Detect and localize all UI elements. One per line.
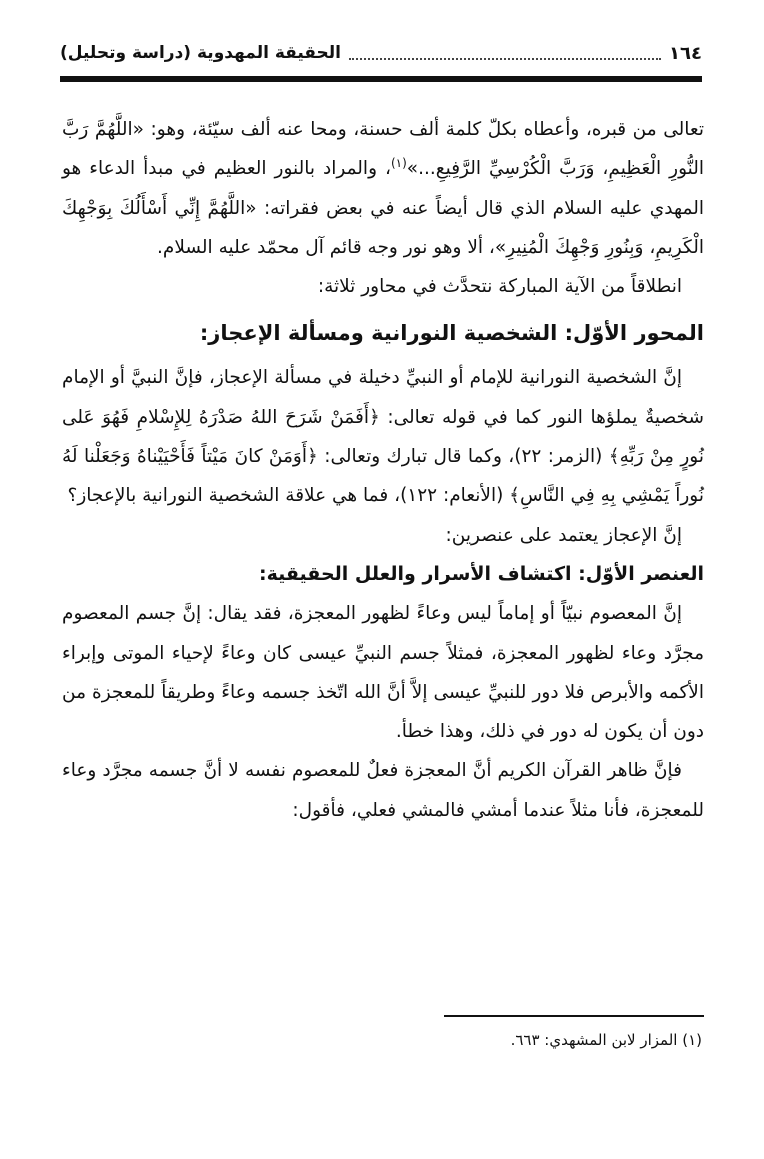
page-number: ١٦٤ (669, 42, 702, 64)
subsection-heading-1: العنصر الأوّل: اكتشاف الأسرار والعلل الحقيقية: (259, 562, 704, 585)
leader-dots (349, 46, 661, 60)
footnote-marker: (١) (390, 156, 407, 171)
book-title: الحقيقة المهدوية (دراسة وتحليل) (60, 43, 342, 63)
paragraph-1-start: تعالى من قبره، وأعطاه بكلّ كلمة ألف حسنة، ومحا عنه ألف سيّئة، وهو: (143, 119, 704, 140)
paragraph-3: إنَّ الشخصية النورانية للإمام أو النبيِّ دخيلة في مسألة الإعجاز، فإنَّ النبيَّ أو الإمام شخصيةٌ يملؤها النور كما في قوله تعالى: ﴿أَفَمَنْ شَرَحَ اللهُ صَدْرَهُ لِلإِسْلامِ فَهُوَ عَلى نُورٍ مِنْ رَبِّهِ﴾ (الزمر: ٢٢)، وكما قال تبارك وتعالى: ﴿أَوَمَنْ كانَ مَيْتاً فَأَحْيَيْناهُ وَجَعَلْنا لَهُ نُوراً يَمْشِي بِهِ فِي النَّاسِ﴾ (الأنعام: ١٢٢)، فما هي علاقة الشخصية النورانية بالإعجاز؟ (62, 367, 704, 507)
running-header (60, 38, 702, 68)
dua-quote: «اللَّهُمَّ رَبَّ النُّورِ الْعَظِيمِ، وَرَبَّ الْكُرْسِيِّ الرَّفِيعِ...» (62, 119, 704, 180)
section-heading-1: المحور الأوّل: الشخصية النورانية ومسألة الإعجاز: (199, 321, 704, 346)
paragraph-2: انطلاقاً من الآية المباركة نتحدَّث في محاور ثلاثة: (317, 276, 682, 298)
paragraph-1 (62, 110, 704, 267)
footnote-1: (١) المزار لابن المشهدي: ٦٦٣. (510, 1031, 702, 1049)
paragraph-6: فإنَّ ظاهر القرآن الكريم أنَّ المعجزة فعلٌ للمعصوم نفسه لا أنَّ جسمه مجرَّد وعاء للمعجزة، فأنا مثلاً عندما أمشي فالمشي فعلي، فأقول: (62, 760, 704, 821)
paragraph-5: إنَّ المعصوم نبيّاً أو إماماً ليس وعاءً لظهور المعجزة، فقد يقال: إنَّ جسم المعصوم مجرَّد وعاء لظهور المعجزة، فمثلاً جسم النبيِّ عيسى كان وعاءً لإحياء الموتى وإبراء الأكمه والأبرص فلا دور للنبيِّ عيسى إلاَّ أنَّ الله اتّخذ جسمه وعاءً وطريقاً للمعجزة من دون أن يكون له دور في ذلك، وهذا خطأ. (62, 603, 704, 743)
paragraph-1-end: ، والمراد بالنور العظيم في مبدأ الدعاء هو المهدي عليه السلام الذي قال أيضاً عنه في بعض فقراته: «اللَّهُمَّ إِنِّي أَسْأَلُكَ بِوَجْهِكَ الْكَرِيمِ، وَبِنُورِ وَجْهِكَ الْمُنِيرِ»، ألا وهو نور وجه قائم آل محمّد عليه السلام. (62, 158, 704, 258)
dua-quote-text: اللَّهُمَّ رَبَّ النُّورِ الْعَظِيمِ، وَرَبَّ الْكُرْسِيِّ الرَّفِيعِ... (62, 119, 704, 180)
paragraph-4: إنَّ الإعجاز يعتمد على عنصرين: (445, 524, 682, 546)
footnote-rule (444, 1015, 704, 1017)
main-text (62, 110, 704, 830)
header-rule (60, 76, 702, 82)
